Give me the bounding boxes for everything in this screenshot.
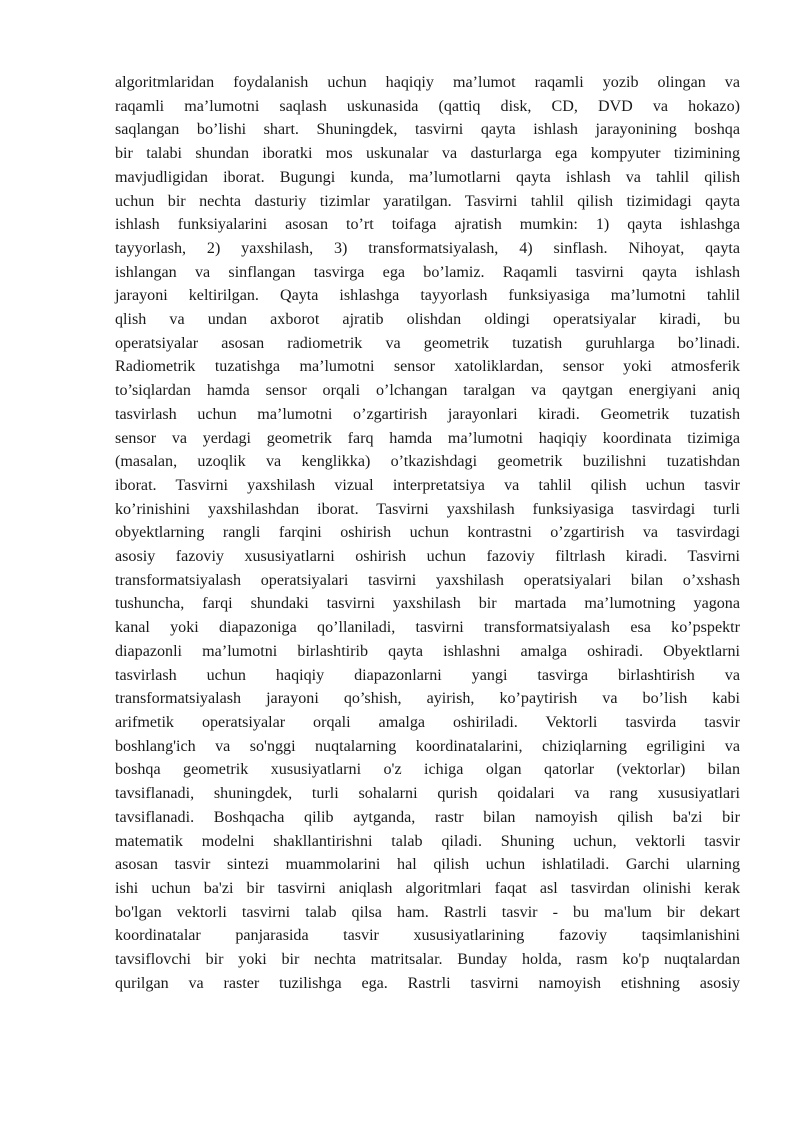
text-line: qurilgan va raster tuzilishga ega. Rastrli tasvirni namoyish etishning asosiy (115, 974, 740, 992)
text-line: saqlangan bo’lishi shart. Shuningdek, tasvirni qayta ishlash jarayonining boshqa (115, 121, 740, 139)
text-line: Radiometrik tuzatishga ma’lumotni sensor xatoliklardan, sensor yoki atmosferik (115, 358, 740, 376)
text-line: raqamli ma’lumotni saqlash uskunasida (qattiq disk, CD, DVD va hokazo) (115, 97, 740, 115)
text-line: obyektlarning rangli farqini oshirish uchun kontrastni o’zgartirish va tasvirdagi (115, 524, 740, 542)
text-line: ishlangan va sinflangan tasvirga ega bo’lamiz. Raqamli tasvirni qayta ishlash (115, 263, 740, 281)
text-line: mavjudligidan iborat. Bugungi kunda, ma’lumotlarni qayta ishlash va tahlil qilish (115, 168, 740, 186)
text-line: to’siqlardan hamda sensor orqali o’lchangan taralgan va qaytgan energiyani aniq (115, 382, 740, 400)
text-line: bir talabi shundan iboratki mos uskunalar va dasturlarga ega kompyuter tizimining (115, 145, 740, 163)
text-line: kanal yoki diapazoniga qo’llaniladi, tasvirni transformatsiyalash esa ko’pspektr (115, 619, 740, 637)
text-line: diapazonli ma’lumotni birlashtirib qayta ishlashni amalga oshiradi. Obyektlarni (115, 642, 740, 660)
text-line: sensor va yerdagi geometrik farq hamda ma’lumotni haqiqiy koordinata tizimiga (115, 429, 740, 447)
text-line: uchun bir nechta dasturiy tizimlar yaratilgan. Tasvirni tahlil qilish tizimidagi qayta (115, 192, 740, 210)
text-line: operatsiyalar asosan radiometrik va geometrik tuzatish guruhlarga bo’linadi. (115, 334, 740, 352)
text-line: tavsiflanadi, shuningdek, turli sohalarni qurish qoidalari va rang xususiyatlari (115, 785, 740, 803)
text-line: tavsiflovchi bir yoki bir nechta matritsalar. Bunday holda, rasm ko'p nuqtalardan (115, 951, 740, 969)
text-line: ishi uchun ba'zi bir tasvirni aniqlash algoritmlari faqat asl tasvirdan olinishi kerak (115, 879, 740, 897)
text-line: iborat. Tasvirni yaxshilash vizual interpretatsiya va tahlil qilish uchun tasvir (115, 476, 740, 494)
text-line: asosan tasvir sintezi muammolarini hal qilish uchun ishlatiladi. Garchi ularning (115, 856, 740, 874)
text-line: koordinatalar panjarasida tasvir xususiyatlarining fazoviy taqsimlanishini (115, 927, 740, 945)
text-line: arifmetik operatsiyalar orqali amalga oshiriladi. Vektorli tasvirda tasvir (115, 713, 740, 731)
text-line: (masalan, uzoqlik va kenglikka) o’tkazishdagi geometrik buzilishni tuzatishdan (115, 453, 740, 471)
text-line: transformatsiyalash jarayoni qo’shish, ayirish, ko’paytirish va bo’lish kabi (115, 690, 740, 708)
text-line: bo'lgan vektorli tasvirni talab qilsa ham. Rastrli tasvir - bu ma'lum bir dekart (115, 903, 740, 921)
text-line: boshqa geometrik xususiyatlarni o'z ichiga olgan qatorlar (vektorlar) bilan (115, 761, 740, 779)
text-line: transformatsiyalash operatsiyalari tasvirni yaxshilash operatsiyalari bilan o’xshash (115, 571, 740, 589)
text-line: ko’rinishini yaxshilashdan iborat. Tasvirni yaxshilash funksiyasiga tasvirdagi turli (115, 500, 740, 518)
text-line: tasvirlash uchun ma’lumotni o’zgartirish jarayonlari kiradi. Geometrik tuzatish (115, 405, 740, 423)
text-line: matematik modelni shakllantirishni talab qiladi. Shuning uchun, vektorli tasvir (115, 832, 740, 850)
text-line: boshlang'ich va so'nggi nuqtalarning koordinatalarini, chiziqlarning egriligini va (115, 737, 740, 755)
text-line: tushuncha, farqi shundaki tasvirni yaxshilash bir martada ma’lumotning yagona (115, 595, 740, 613)
text-line: qlish va undan axborot ajratib olishdan oldingi operatsiyalar kiradi, bu (115, 311, 740, 329)
text-line: jarayoni keltirilgan. Qayta ishlashga tayyorlash funksiyasiga ma’lumotni tahlil (115, 287, 740, 305)
text-line: tayyorlash, 2) yaxshilash, 3) transformatsiyalash, 4) sinflash. Nihoyat, qayta (115, 239, 740, 257)
text-line: asosiy fazoviy xususiyatlarni oshirish uchun fazoviy filtrlash kiradi. Tasvirni (115, 548, 740, 566)
text-line: tasvirlash uchun haqiqiy diapazonlarni yangi tasvirga birlashtirish va (115, 666, 740, 684)
text-line: tavsiflanadi. Boshqacha qilib aytganda, rastr bilan namoyish qilish ba'zi bir (115, 808, 740, 826)
text-line: ishlash funksiyalarini asosan to’rt toifaga ajratish mumkin: 1) qayta ishlashga (115, 216, 740, 234)
text-line: algoritmlaridan foydalanish uchun haqiqiy ma’lumot raqamli yozib olingan va (115, 74, 740, 91)
body-paragraph (115, 71, 740, 995)
